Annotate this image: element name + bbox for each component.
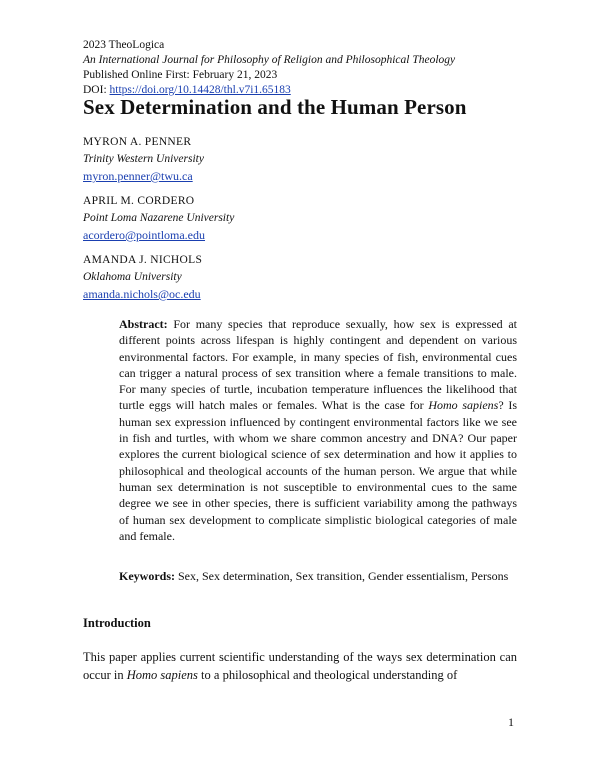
author-block (83, 134, 513, 185)
author-name: MYRON A. PENNER (83, 136, 192, 148)
abstract-text-part1: For many species that reproduce sexually, how sex is expressed at different points across lifespan is highly contingent and dependent on various environmental factors. For example, in many species of fish, environmental cues can trigger a natural process of sex transition where a female transitions to male. For many species of turtle, incubation temperature influences the likelihood that turtle eggs will hatch males or females. What is the case for (119, 317, 517, 413)
page-number: 1 (508, 715, 514, 729)
paper-title: Sex Determination and the Human Person (83, 95, 467, 119)
author-email-link[interactable]: myron.penner@twu.ca (83, 169, 193, 183)
keywords-text: Sex, Sex determination, Sex transition, Gender essentialism, Persons (175, 569, 509, 583)
doi-label: DOI: (83, 84, 110, 96)
keywords-paragraph (119, 568, 517, 584)
author-affiliation: Trinity Western University (83, 153, 204, 165)
author-block (83, 193, 513, 244)
author-email-link[interactable]: amanda.nichols@oc.edu (83, 287, 201, 301)
author-name: AMANDA J. NICHOLS (83, 254, 203, 266)
introduction-paragraph (83, 648, 517, 684)
journal-year-name: 2023 TheoLogica (83, 39, 165, 51)
abstract-label: Abstract: (119, 317, 168, 331)
abstract-text-part2: ? Is human sex expression influenced by contingent environmental factors like we see in fish and turtles, with whom we share common ancestry and DNA? Our paper explores the current biological science of sex determination and how it applies to philosophical and theological accounts of the human person. We argue that while human sex determination is not susceptible to environmental cues to the same degree we see in other species, there is sufficient variability among the pathways of human sex development to complicate simplistic biological categories of male and female. (119, 398, 517, 543)
author-name: APRIL M. CORDERO (83, 195, 195, 207)
intro-species-italic: Homo sapiens (126, 668, 198, 682)
introduction-heading: Introduction (83, 616, 151, 630)
author-list (83, 134, 513, 311)
intro-text-part2: to a philosophical and theological understanding of (197, 668, 458, 682)
published-date: Published Online First: February 21, 2023 (83, 69, 278, 81)
journal-header (83, 38, 523, 98)
intro-text-part1: This paper applies current scientific understanding of the ways sex determination can occur in (83, 650, 517, 682)
journal-subtitle: An International Journal for Philosophy of Religion and Philosophical Theology (83, 54, 456, 66)
keywords-label: Keywords: (119, 569, 175, 583)
author-block (83, 252, 513, 303)
abstract-species-italic: Homo sapiens (428, 398, 499, 413)
doi-link[interactable]: https://doi.org/10.14428/thl.v7i1.65183 (109, 84, 291, 96)
author-email-link[interactable]: acordero@pointloma.edu (83, 228, 206, 242)
abstract-paragraph (119, 316, 517, 544)
author-affiliation: Point Loma Nazarene University (83, 212, 235, 224)
author-affiliation: Oklahoma University (83, 271, 182, 283)
